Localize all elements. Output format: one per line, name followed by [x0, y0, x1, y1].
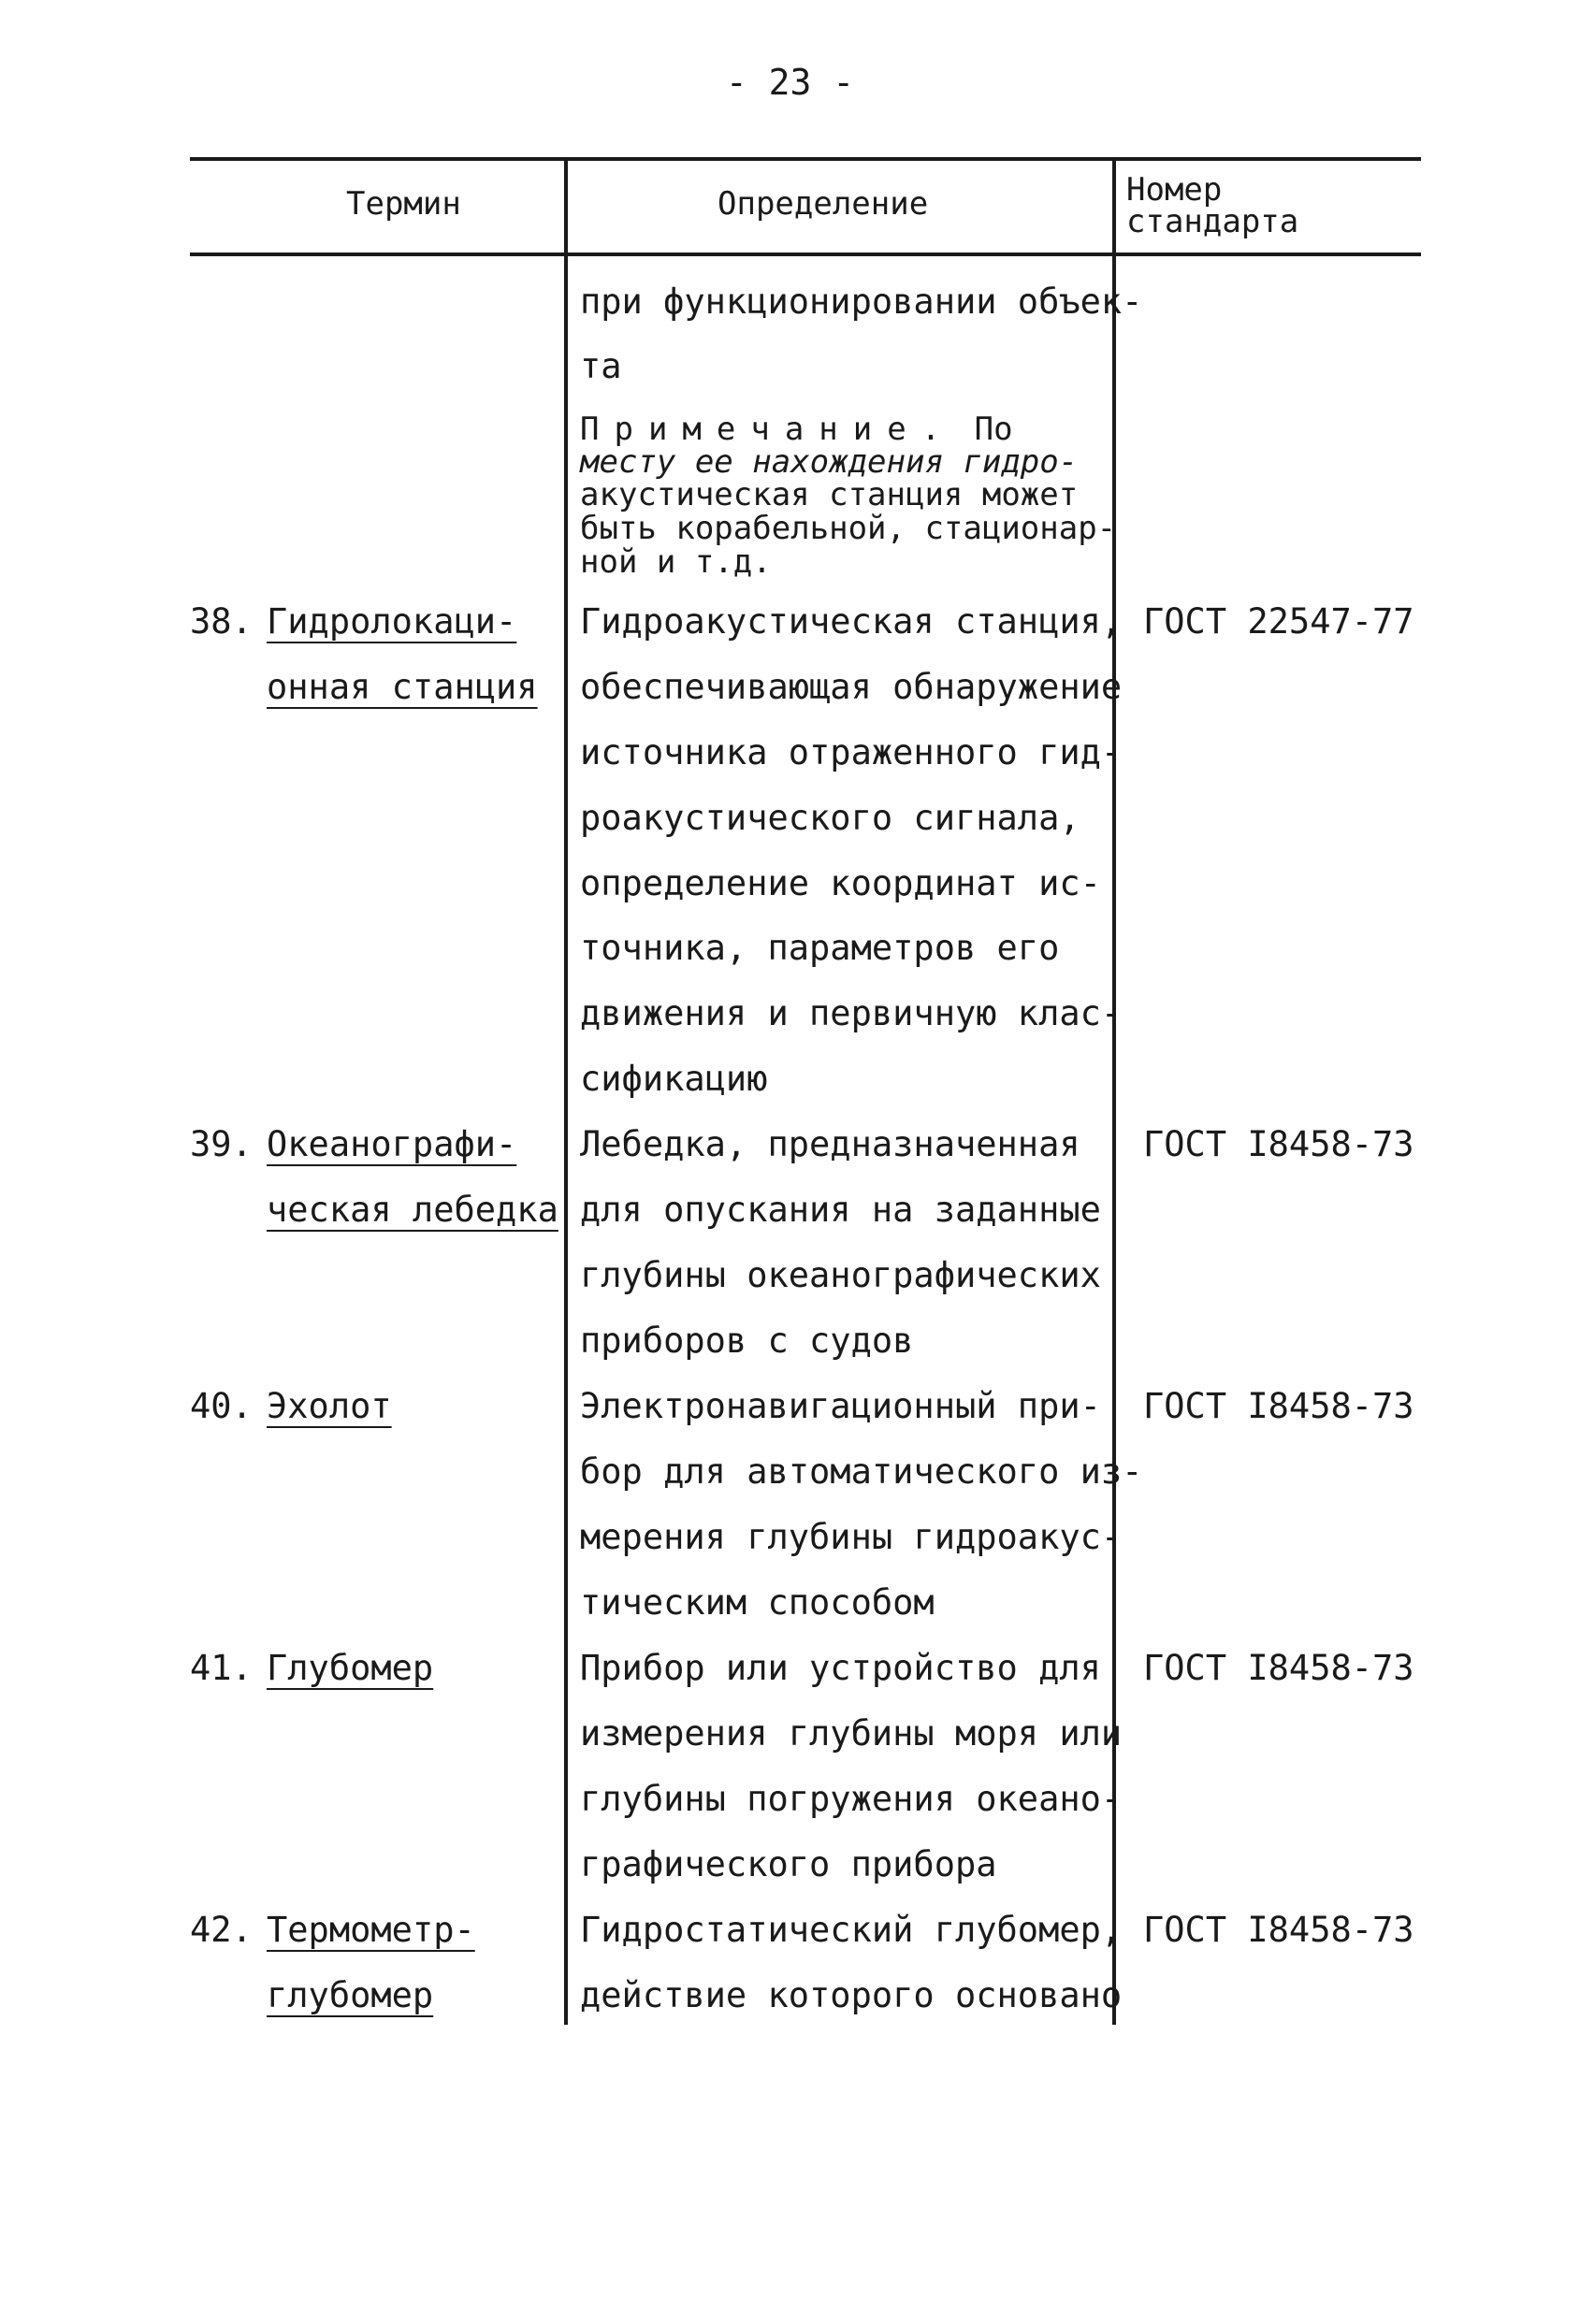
- entry-definition-line: точника, параметров его: [580, 928, 1060, 968]
- note-first-line: [580, 411, 1013, 448]
- entry-term: онная станция: [267, 667, 538, 707]
- entry-definition-line: для опускания на заданные: [580, 1190, 1101, 1230]
- note-line: акустическая станция может: [580, 476, 1079, 513]
- header-standard-line2: стандарта: [1126, 203, 1299, 240]
- entry-definition-line: Электронавигационный при-: [580, 1386, 1101, 1426]
- entry-definition-line: мерения глубины гидроакус-: [580, 1517, 1123, 1557]
- entry-term: Глубомер: [267, 1648, 434, 1688]
- entry-term: Термометр-: [267, 1910, 475, 1950]
- entry-definition-line: определение координат ис-: [580, 863, 1101, 903]
- entry-term: Гидролокаци-: [267, 601, 517, 642]
- entry-definition-line: обеспечивающая обнаружение: [580, 667, 1123, 707]
- entry-standard: ГОСТ I8458-73: [1143, 1124, 1414, 1164]
- entry-definition-line: Прибор или устройство для: [580, 1648, 1101, 1688]
- entry-definition-line: источника отраженного гид-: [580, 732, 1123, 772]
- header-standard-line1: Номер: [1126, 171, 1223, 209]
- entry-term: Эхолот: [267, 1386, 392, 1426]
- entry-definition-line: глубины океанографических: [580, 1255, 1101, 1295]
- entry-number: 42.: [190, 1910, 253, 1950]
- entry-definition-line: глубины погружения океано-: [580, 1779, 1123, 1819]
- note-line: ной и т.д.: [580, 543, 772, 581]
- entry-term: ческая лебедка: [267, 1190, 558, 1230]
- entry-definition-line: графического прибора: [580, 1844, 997, 1884]
- entry-number: 41.: [190, 1648, 253, 1688]
- page-number: - 23 -: [725, 62, 855, 103]
- entry-standard: ГОСТ I8458-73: [1143, 1910, 1414, 1950]
- entry-standard: ГОСТ I8458-73: [1143, 1648, 1414, 1688]
- entry-number: 40.: [190, 1386, 253, 1426]
- entry-number: 38.: [190, 601, 253, 642]
- entry-definition-line: Гидростатический глубомер,: [580, 1910, 1123, 1950]
- note-line: месту ее нахождения гидро-: [580, 443, 1079, 481]
- entry-definition-line: приборов с судов: [580, 1321, 914, 1361]
- entry-definition-line: роакустического сигнала,: [580, 798, 1080, 838]
- entry-definition-line: тическим способом: [580, 1582, 935, 1623]
- note-first-tail: По: [974, 411, 1013, 448]
- note-line: быть корабельной, стационар-: [580, 510, 1117, 547]
- table-header-rule: [190, 253, 1421, 256]
- table-top-rule: [190, 157, 1421, 161]
- header-definition: Определение: [718, 185, 929, 223]
- entry-definition-line: действие которого основано: [580, 1975, 1123, 2015]
- note-label: Примечание.: [580, 411, 956, 448]
- continuation-line: та: [580, 346, 622, 386]
- continuation-line: при функционировании объек-: [580, 281, 1143, 322]
- entry-definition-line: Гидроакустическая станция,: [580, 601, 1123, 642]
- entry-number: 39.: [190, 1124, 253, 1164]
- entry-standard: ГОСТ 22547-77: [1143, 601, 1414, 642]
- entry-term: Океанографи-: [267, 1124, 517, 1164]
- entry-definition-line: движения и первичную клас-: [580, 993, 1123, 1033]
- entry-definition-line: бор для автоматического из-: [580, 1451, 1143, 1492]
- entry-term: глубомер: [267, 1975, 434, 2015]
- entry-definition-line: Лебедка, предназначенная: [580, 1124, 1080, 1164]
- column-divider-left: [564, 159, 568, 2025]
- entry-definition-line: сификацию: [580, 1059, 768, 1099]
- entry-standard: ГОСТ I8458-73: [1143, 1386, 1414, 1426]
- header-term: Термин: [346, 185, 461, 223]
- entry-definition-line: измерения глубины моря или: [580, 1713, 1123, 1754]
